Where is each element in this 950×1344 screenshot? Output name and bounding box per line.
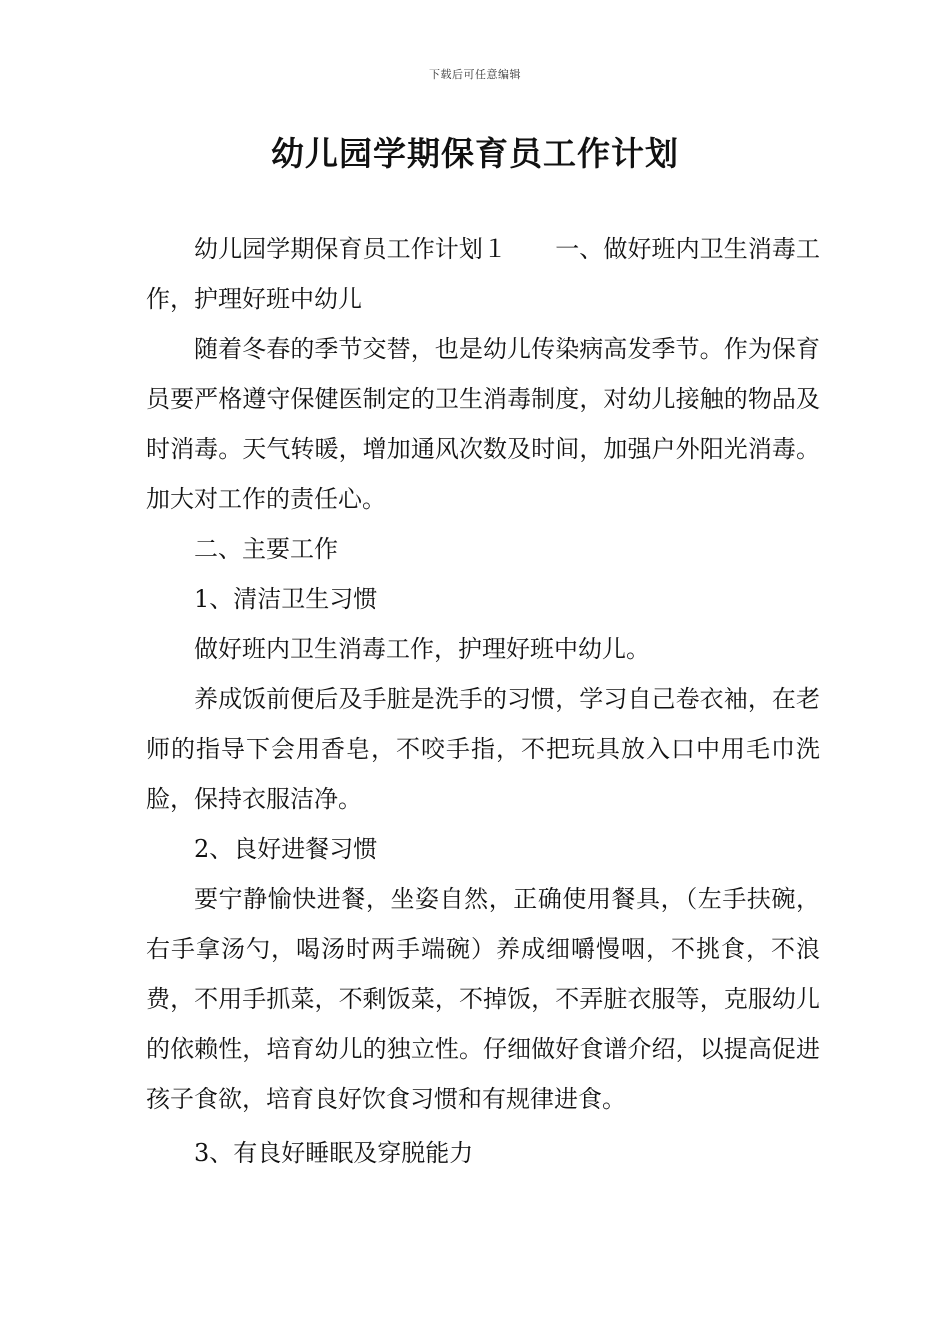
subheading-cleanliness: 1、清洁卫生习惯 (194, 585, 378, 613)
paragraph-handwashing: 养成饭前便后及手脏是洗手的习惯，学习自己卷衣袖，在老师的指导下会用香皂，不咬手指，不把玩具放入口中用毛巾洗脸，保持衣服洁净。 (146, 685, 820, 813)
subheading-eating-habits: 2、良好进餐习惯 (194, 835, 378, 863)
subheading-sleep-dressing: 3、有良好睡眠及穿脱能力 (194, 1139, 474, 1167)
paragraph-eating-habits: 要宁静愉快进餐，坐姿自然，正确使用餐具，（左手扶碗，右手拿汤勺，喝汤时两手端碗）养成细嚼慢咽，不挑食，不浪费，不用手抓菜，不剩饭菜，不掉饭，不弄脏衣服等，克服幼儿的依赖性，培育幼儿的独立性。仔细做好食谱介绍，以提高促进孩子食欲，培育良好饮食习惯和有规律进食。 (146, 885, 820, 1113)
paragraph-hygiene-season: 随着冬春的季节交替，也是幼儿传染病高发季节。作为保育员要严格遵守保健医制定的卫生消毒制度，对幼儿接触的物品及时消毒。天气转暖，增加通风次数及时间，加强户外阳光消毒。加大对工作的责任心。 (146, 335, 820, 513)
document-body (146, 224, 820, 1178)
header-note: 下载后可任意编辑 (429, 68, 521, 81)
paragraph-class-hygiene: 做好班内卫生消毒工作，护理好班中幼儿。 (194, 635, 650, 663)
document-title: 幼儿园学期保育员工作计划 (271, 134, 679, 173)
paragraph-intro: 幼儿园学期保育员工作计划１ 一、做好班内卫生消毒工作，护理好班中幼儿 (146, 235, 820, 313)
section-heading-main-work: 二、主要工作 (194, 535, 338, 563)
